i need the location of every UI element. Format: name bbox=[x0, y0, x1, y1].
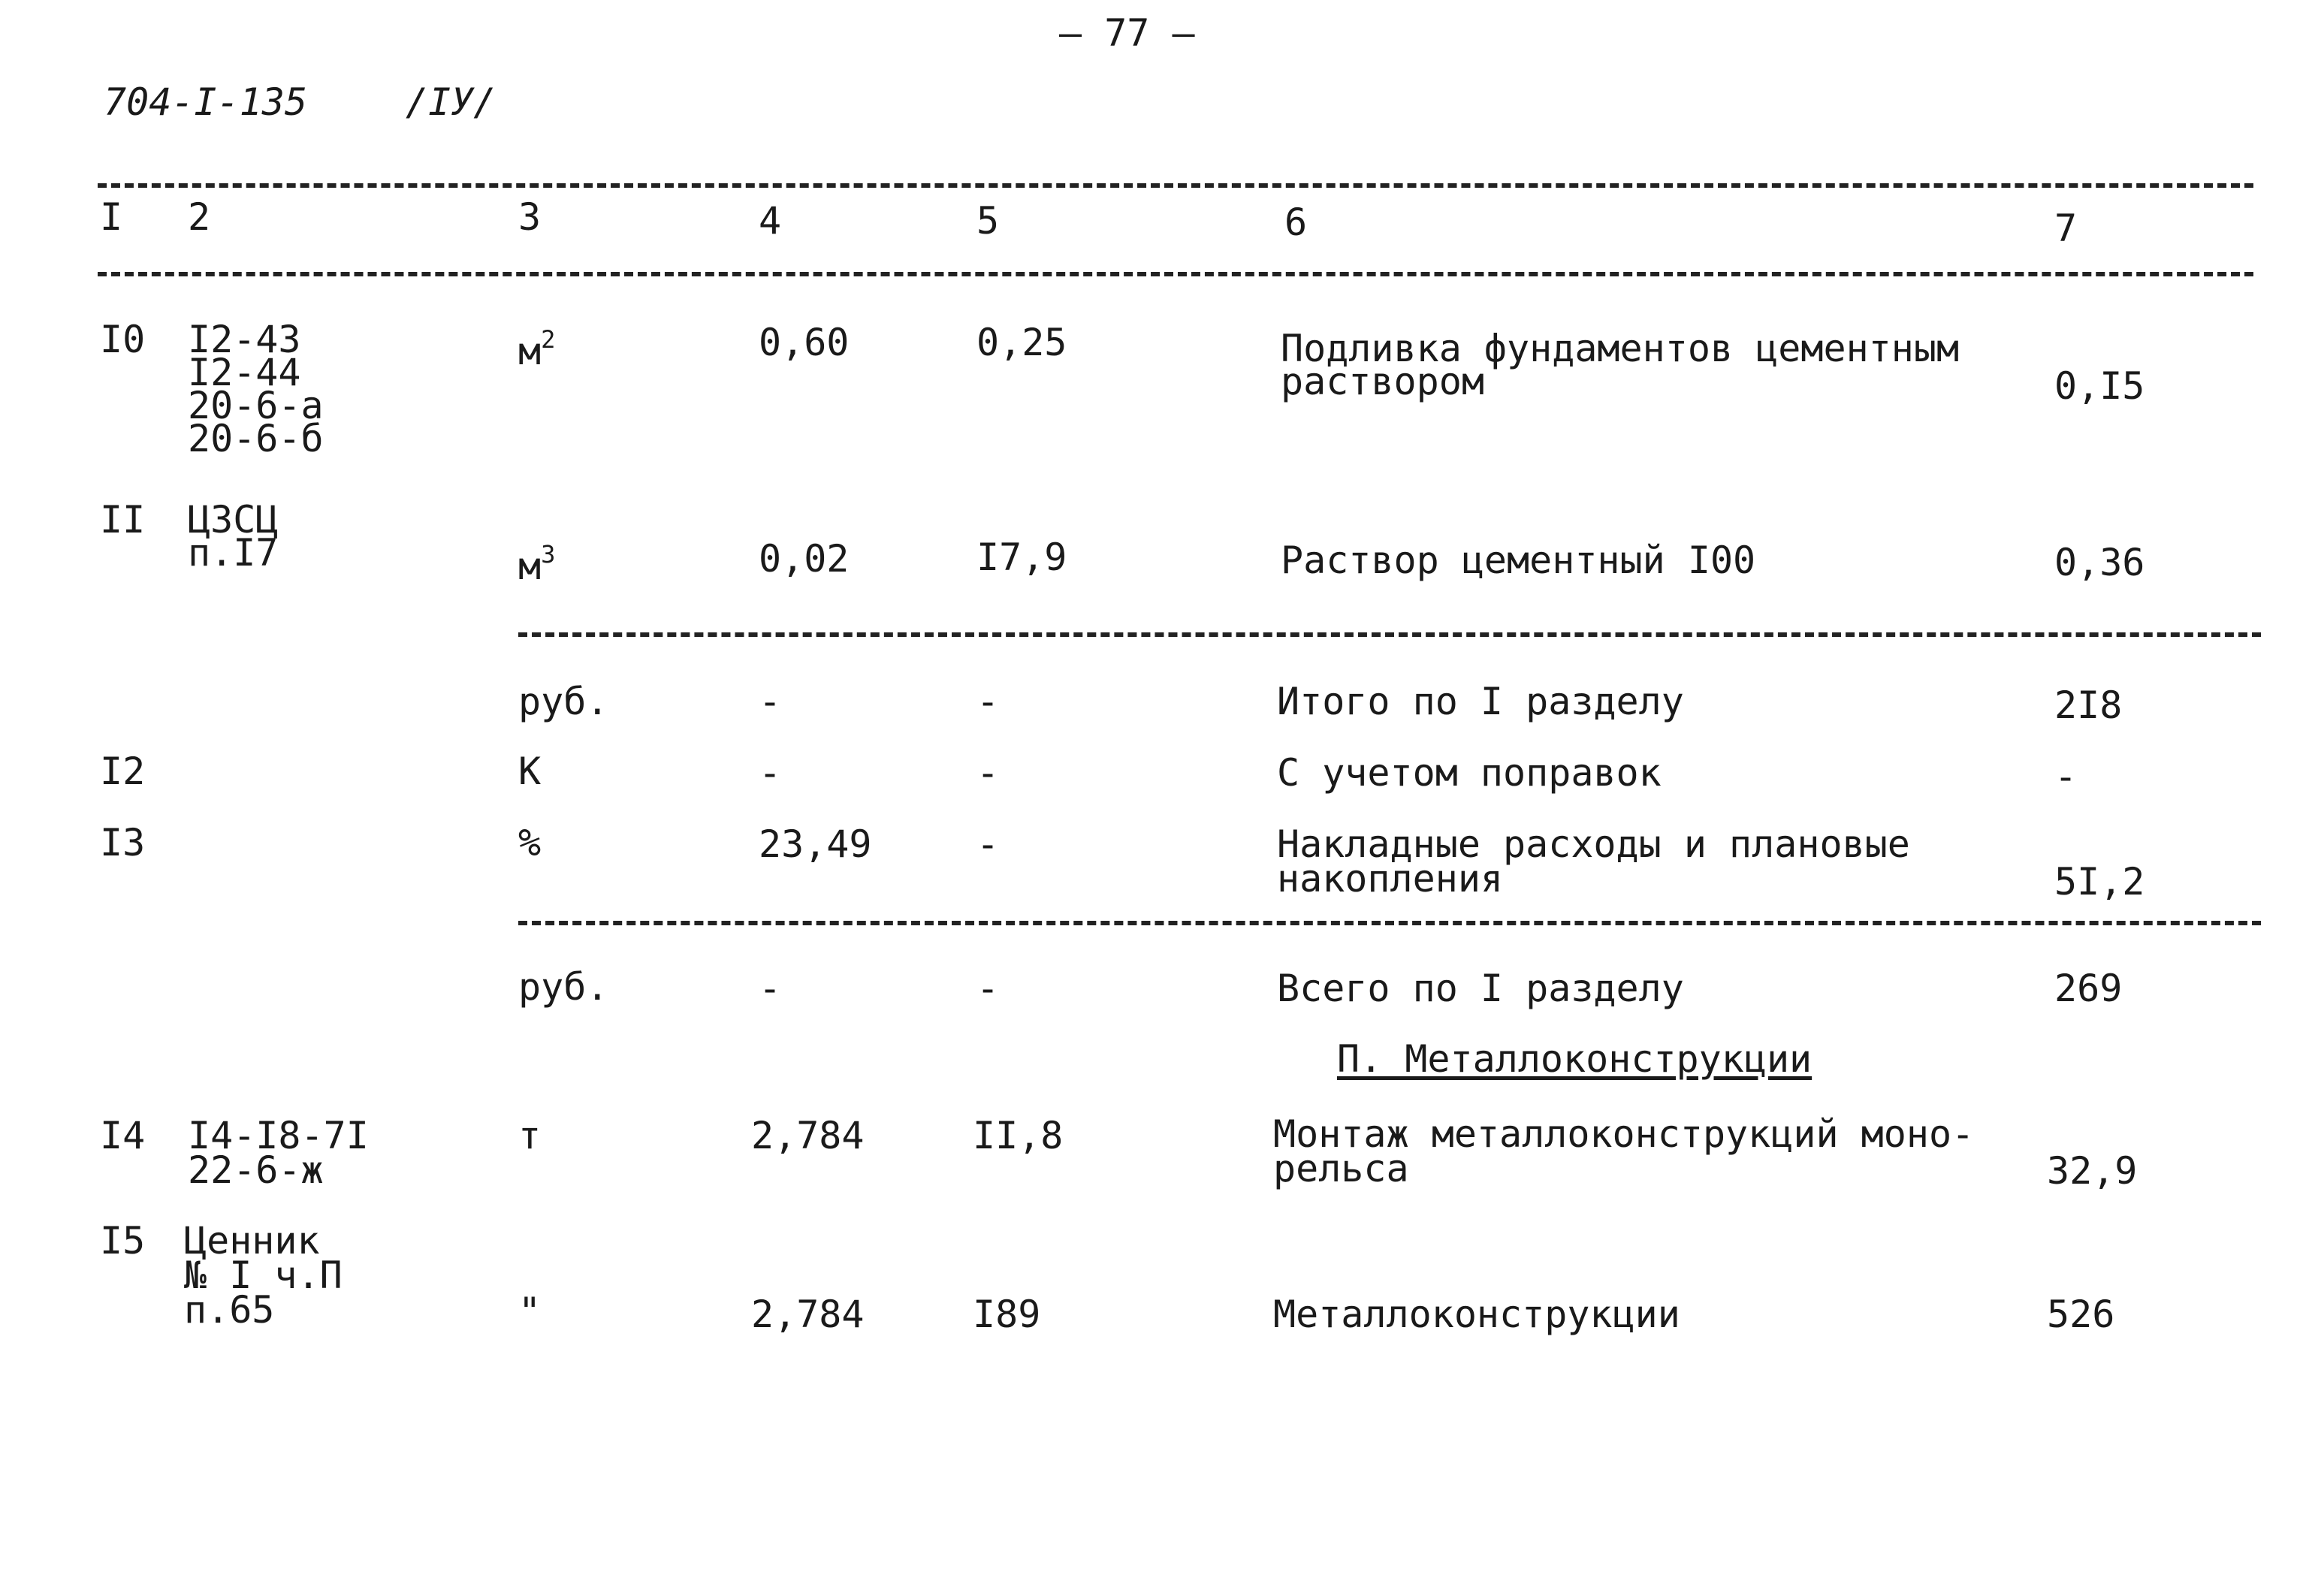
page-number: — 77 — bbox=[1059, 11, 1195, 55]
row-col-4: 0,60 bbox=[759, 321, 850, 364]
total-rule bbox=[518, 921, 2261, 925]
row-col-5: 0,25 bbox=[976, 321, 1067, 364]
row-code-line: I2-43 bbox=[188, 318, 301, 361]
row-description-line: раствором bbox=[1281, 360, 1484, 403]
row-col-5: I89 bbox=[973, 1293, 1041, 1336]
row-code-line: 22-6-ж bbox=[188, 1148, 324, 1192]
row-code-line: п.I7 bbox=[188, 531, 279, 575]
row-unit: т bbox=[518, 1114, 542, 1157]
row-description-line: Металлоконструкции bbox=[1273, 1293, 1680, 1336]
row-col-7: 526 bbox=[2047, 1293, 2115, 1336]
row-description-line: Подливка фундаментов цементным bbox=[1281, 327, 1960, 370]
row-unit: $м^3$ bbox=[518, 540, 556, 588]
row-col-5: - bbox=[976, 680, 1000, 723]
row-code-line: 20-6-а bbox=[188, 384, 324, 427]
row-code-line: п.65 bbox=[184, 1288, 275, 1332]
row-col-5: - bbox=[976, 751, 1000, 795]
row-code-line: I4-I8-7I bbox=[188, 1114, 369, 1157]
row-col-7: 0,36 bbox=[2054, 541, 2145, 584]
subtotal-rule bbox=[518, 632, 2261, 637]
header-col-1: I bbox=[100, 195, 123, 239]
row-code-line: I2-44 bbox=[188, 351, 301, 394]
row-number: II bbox=[100, 498, 146, 542]
row-description-line: Итого по I разделу bbox=[1277, 680, 1684, 723]
header-bottom-rule bbox=[98, 272, 2253, 276]
document-part: /IУ/ bbox=[406, 80, 497, 124]
row-unit: руб. bbox=[518, 680, 609, 723]
row-unit: " bbox=[518, 1290, 542, 1333]
row-code-line: № I ч.П bbox=[184, 1254, 343, 1297]
row-col-4: - bbox=[759, 967, 782, 1010]
row-number: I4 bbox=[100, 1114, 146, 1157]
row-description-line: накопления bbox=[1277, 857, 1504, 901]
row-unit: руб. bbox=[518, 965, 609, 1009]
row-col-5: II,8 bbox=[973, 1114, 1064, 1157]
row-description-line: Монтаж металлоконструкций моно- bbox=[1273, 1112, 1975, 1156]
header-col-6: 6 bbox=[1284, 201, 1308, 244]
row-col-7: 2I8 bbox=[2054, 683, 2123, 727]
row-col-4: - bbox=[759, 751, 782, 795]
row-col-4: 2,784 bbox=[751, 1114, 865, 1157]
row-description-line: Накладные расходы и плановые bbox=[1277, 822, 1910, 866]
section-heading: П. Металлоконструкции bbox=[1337, 1037, 1813, 1081]
header-col-7: 7 bbox=[2054, 207, 2078, 250]
row-col-7: 0,I5 bbox=[2054, 364, 2145, 408]
row-code-line: ЦЗСЦ bbox=[188, 498, 279, 542]
header-col-3: 3 bbox=[518, 195, 542, 239]
row-code-line: 20-6-б bbox=[188, 417, 324, 460]
row-description-line: рельса bbox=[1273, 1147, 1409, 1190]
document-code: 704-I-135 bbox=[104, 80, 307, 124]
row-col-4: 23,49 bbox=[759, 822, 872, 866]
row-number: I5 bbox=[100, 1219, 146, 1263]
row-description-line: С учетом поправок bbox=[1277, 751, 1662, 795]
header-col-4: 4 bbox=[759, 199, 782, 243]
row-unit: К bbox=[518, 750, 542, 793]
row-col-7: 32,9 bbox=[2047, 1149, 2138, 1193]
row-number: I0 bbox=[100, 318, 146, 361]
row-description-line: Раствор цементный I00 bbox=[1281, 539, 1756, 582]
row-col-5: - bbox=[976, 822, 1000, 866]
row-col-4: 0,02 bbox=[759, 537, 850, 581]
row-col-4: - bbox=[759, 680, 782, 723]
row-col-7: 5I,2 bbox=[2054, 860, 2145, 904]
header-col-5: 5 bbox=[976, 199, 1000, 243]
row-col-7: - bbox=[2054, 755, 2078, 798]
row-unit: % bbox=[518, 821, 542, 864]
row-col-4: 2,784 bbox=[751, 1293, 865, 1336]
row-description-line: Всего по I разделу bbox=[1277, 967, 1684, 1010]
header-col-2: 2 bbox=[188, 195, 211, 239]
row-unit: $м^2$ bbox=[518, 325, 556, 373]
header-top-rule bbox=[98, 183, 2253, 188]
row-col-5: - bbox=[976, 967, 1000, 1010]
row-number: I3 bbox=[100, 821, 146, 864]
row-number: I2 bbox=[100, 750, 146, 793]
row-col-5: I7,9 bbox=[976, 536, 1067, 579]
row-col-7: 269 bbox=[2054, 967, 2123, 1010]
row-code-line: Ценник bbox=[184, 1219, 320, 1263]
